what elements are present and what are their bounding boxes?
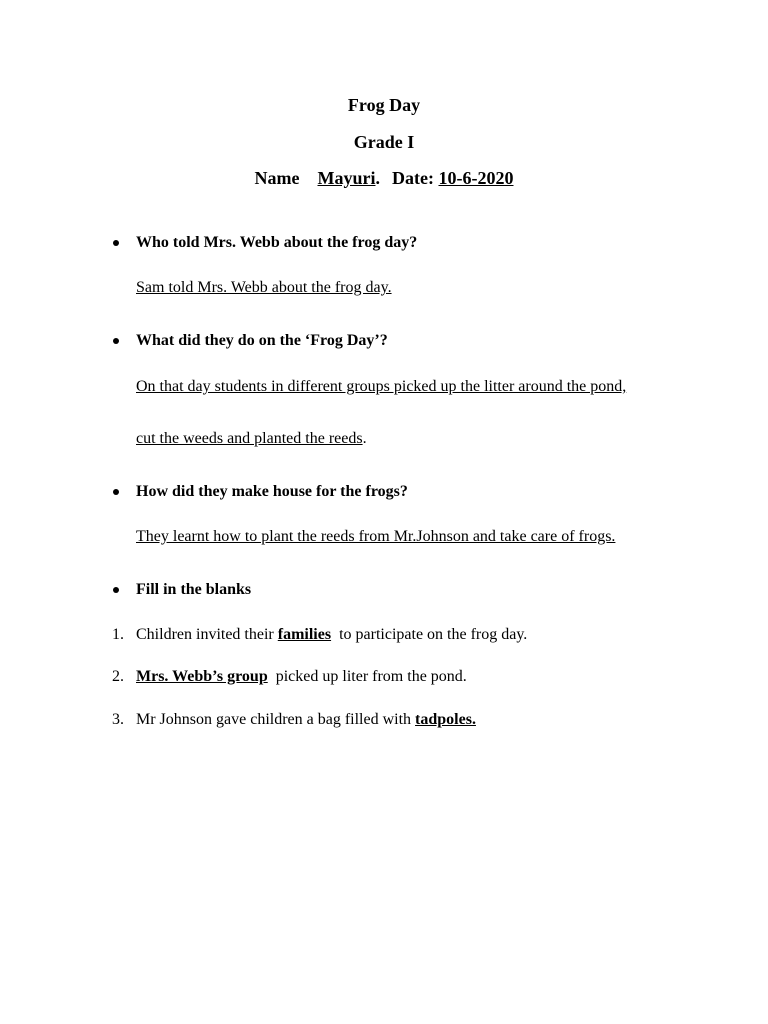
name-date-line [0,168,768,189]
date-value: 10-6-2020 [438,168,514,188]
item-number-3: 3. [112,711,124,728]
date-label: Date: [392,168,434,188]
item-number-2: 2. [112,668,124,685]
fill-item-1-after: to participate on the frog day. [331,626,528,643]
fill-item-3 [136,711,476,729]
name-label: Name [254,168,300,188]
question-1: Who told Mrs. Webb about the frog day? [136,234,418,251]
fill-item-1 [136,626,527,644]
answer-2-line-2 [136,430,367,448]
answer-2-period: . [362,430,367,447]
worksheet-title [0,95,768,116]
grade-line [0,132,768,153]
fill-item-3-before: Mr Johnson gave children a bag filled with [136,711,416,728]
fill-item-3-blank: tadpoles. [415,711,476,728]
answer-2-line-1: On that day students in different groups picked up the litter around the pond, [136,378,627,395]
fill-item-1-before: Children invited their [136,626,278,643]
question-2: What did they do on the ‘Frog Day’? [136,332,388,349]
bullet-dot [113,489,119,495]
fill-item-2-blank: Mrs. Webb’s group [136,668,268,685]
answer-2-line-2-text: cut the weeds and planted the reeds [136,430,363,447]
bullet-dot [113,240,119,246]
fill-item-2 [136,668,467,686]
title-text: Frog Day [347,95,421,115]
item-number-1: 1. [112,626,124,643]
bullet-dot [113,587,119,593]
answer-1-line-1: Sam told Mrs. Webb about the frog day. [136,279,392,296]
name-period: . [375,168,380,188]
bullet-dot [113,338,119,344]
answer-3-line-1: They learnt how to plant the reeds from Mr.Johnson and take care of frogs. [136,528,616,545]
question-3: How did they make house for the frogs? [136,483,408,500]
fill-item-1-blank: families [277,626,332,643]
fill-item-2-after: picked up liter from the pond. [267,668,467,685]
fill-blanks-heading: Fill in the blanks [136,581,252,598]
grade-text: Grade I [353,132,415,152]
name-value: Mayuri [317,168,376,188]
